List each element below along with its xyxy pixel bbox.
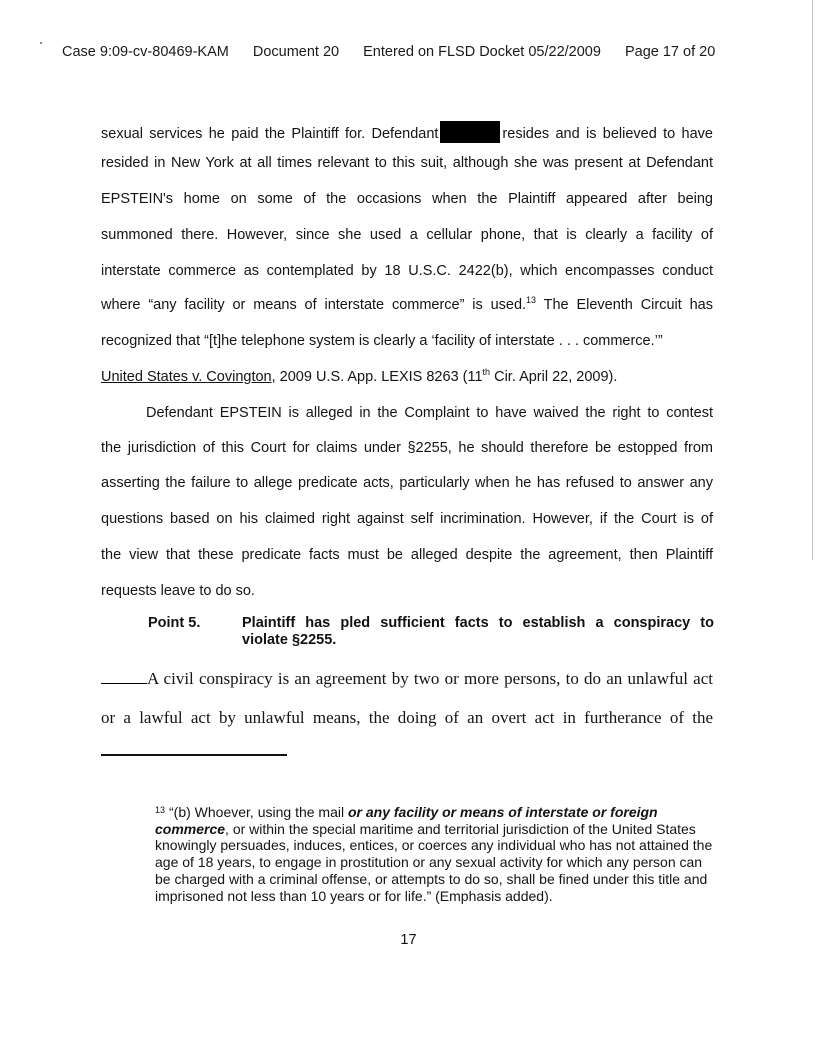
page-number: 17 [400,932,417,948]
header-document: Document 20 [252,44,340,60]
para2-line-1: Defendant EPSTEIN is alleged in the Complaint to have waived the right to contest [146,405,713,421]
footnote-divider [101,754,287,756]
header-entered: Entered on FLSD Docket 05/22/2009 [363,44,601,60]
point-heading-line-1: Plaintiff has pled sufficient facts to establish a conspiracy to [242,615,714,631]
body-line-8 [101,368,617,386]
para2-line-2: the jurisdiction of this Court for claims under §2255, he should therefore be estopped from [101,440,713,456]
body-line-6-start: where “any facility or means of interstate commerce” is used. [101,297,527,313]
para2-line-6: requests leave to do so. [101,583,255,599]
conspiracy-line-1 [101,669,713,689]
citation-text-start: , 2009 U.S. App. LEXIS 8263 (11 [271,369,483,385]
blank-indent-underline [101,683,147,684]
footnote-emphasis: or any facility or means of interstate or foreign commerce [155,804,658,837]
body-line-7: recognized that “[t]he telephone system is clearly a ‘facility of interstate . . . commerce.’” [101,333,663,349]
footnote-13 [109,802,714,904]
redaction-box [440,121,500,143]
ordinal-suffix: th [482,367,491,377]
para2-line-3: asserting the failure to allege predicate acts, particularly when he has refused to answer any [101,475,713,491]
body-line-3: EPSTEIN's home on some of the occasions when the Plaintiff appeared after being [101,191,713,207]
point-label: Point 5. [148,615,201,631]
header-page: Page 17 of 20 [624,44,716,60]
body-line-6 [101,296,713,314]
footnote-text-rest: , or within the special maritime and territorial jurisdiction of the United States knowingly persuades, induces, entices, or coerces any individual who has not attained the age of 18 years, to engage in prostitution or any sexual activity for which any person can be charged with a criminal offense, or attempts to do so, shall be fined under this title and imprisoned not less than 10 years or for life.” (Emphasis added). [155,820,713,904]
body-line-1-end: resides and is believed to have [502,126,713,142]
body-line-6-end: The Eleventh Circuit has [536,297,713,313]
scan-artifact [40,42,42,44]
scan-edge-line [812,0,813,560]
body-line-1 [101,121,713,143]
point-heading-line-2: violate §2255. [242,632,337,648]
header-case-number: Case 9:09-cv-80469-KAM [62,44,229,60]
case-citation: United States v. Covington [101,369,272,385]
body-line-4: summoned there. However, since she used a cellular phone, that is clearly a facility of [101,227,713,243]
conspiracy-line-1-text: A civil conspiracy is an agreement by two or more persons, to do an unlawful act [147,669,713,688]
footnote-body [109,802,714,904]
body-line-1-start: sexual services he paid the Plaintiff for. Defendant [101,126,439,142]
para2-line-4: questions based on his claimed right against self incrimination. However, if the Court is of [101,511,713,527]
body-line-5: interstate commerce as contemplated by 18 U.S.C. 2422(b), which encompasses conduct [101,263,713,279]
conspiracy-line-2: or a lawful act by unlawful means, the doing of an overt act in furtherance of the [101,708,713,727]
para2-line-5: the view that these predicate facts must be alleged despite the agreement, then Plaintiff [101,547,713,563]
footnote-mark: 13 [155,805,166,815]
point-heading [242,615,714,649]
footnote-ref-13[interactable]: 13 [526,295,537,305]
docket-header [62,44,715,60]
footnote-text-start: “(b) Whoever, using the mail [169,804,348,820]
body-line-2: resided in New York at all times relevant to this suit, although she was present at Defendant [101,155,713,171]
citation-text-end: Cir. April 22, 2009). [490,369,618,385]
